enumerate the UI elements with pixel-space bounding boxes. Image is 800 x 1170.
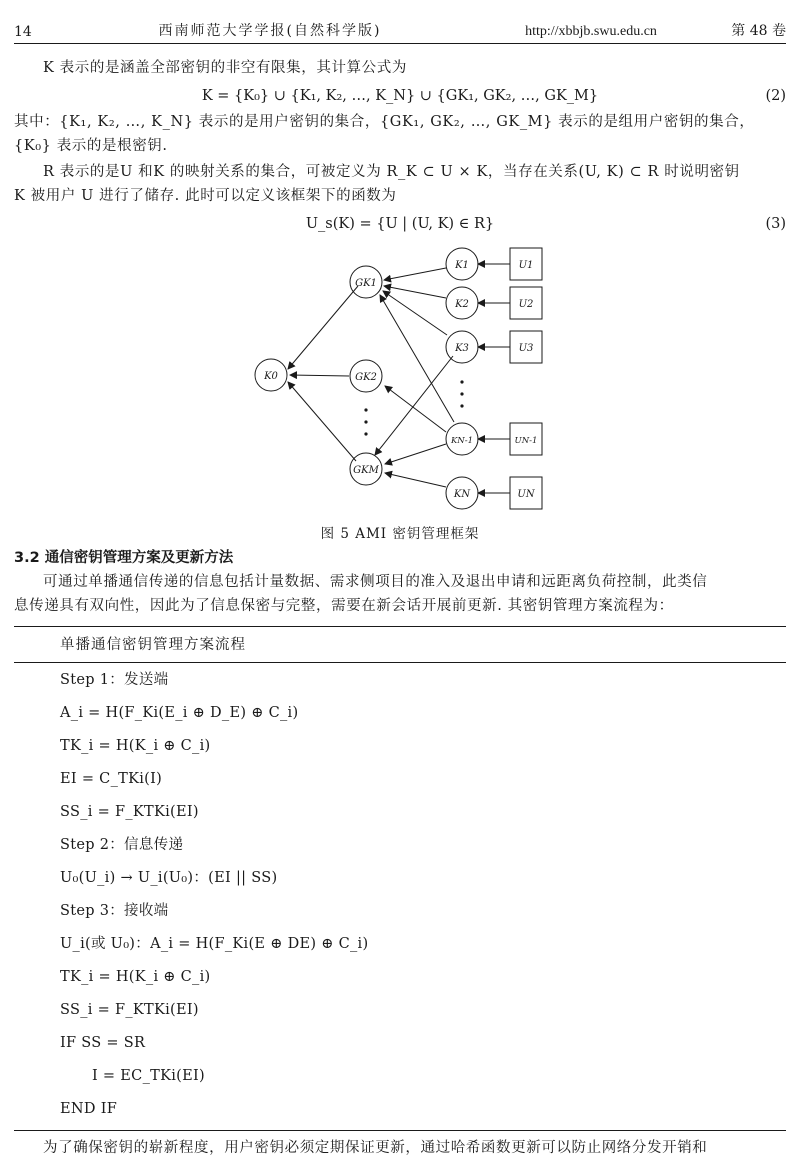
edge-kn-gkm	[385, 473, 446, 487]
equation-2-number: (2)	[765, 88, 786, 104]
algorithm-header-rule	[14, 662, 786, 663]
algorithm-top-rule	[14, 626, 786, 627]
paragraph-2-line-2: {K₀} 表示的是根密钥.	[14, 138, 168, 154]
journal-title: 西南师范大学学报(自然科学版)	[158, 23, 382, 39]
paragraph-5: 为了确保密钥的崭新程度，用户密钥必须定期保证更新，通过哈希函数更新可以防止网络分发开销和	[43, 1140, 708, 1156]
edge-kn1-gkm	[385, 444, 446, 464]
edge-k1-gk1	[384, 268, 446, 280]
label-u2: U2	[518, 299, 534, 310]
paragraph-3-line-1: R 表示的是U 和K 的映射关系的集合，可被定义为 R_K ⊂ U × K，当存在关系(U, K) ⊂ R 时说明密钥	[43, 164, 740, 180]
edge-gkm-k0	[288, 382, 356, 461]
algorithm-title: 单播通信密钥管理方案流程	[60, 637, 246, 653]
algo-line-tki-recv: TK_i = H(K_i ⊕ C_i)	[60, 969, 211, 985]
volume-label: 第 48 卷	[731, 23, 786, 39]
edge-k3-gk1	[383, 291, 447, 335]
header-rule	[14, 43, 786, 44]
running-header	[14, 14, 786, 40]
algo-step-2: Step 2：信息传递	[60, 837, 184, 853]
equation-3: U_s(K) = {U | (U, K) ∈ R}	[305, 216, 495, 232]
label-gk1: GK1	[355, 278, 377, 289]
algo-line-decrypt: I = EC_TKi(EI)	[92, 1068, 205, 1084]
equation-2: K = {K₀} ∪ {K₁, K₂, …, K_N} ∪ {GK₁, GK₂, …, GK_M}	[201, 88, 599, 104]
algo-line-tki-send: TK_i = H(K_i ⊕ C_i)	[60, 738, 211, 754]
algo-line-endif: END IF	[60, 1101, 118, 1117]
algo-line-transfer: U₀(U_i) → U_i(U₀)：(EI || SS)	[60, 870, 278, 886]
label-un1: UN-1	[514, 436, 538, 446]
label-k2: K2	[455, 299, 469, 310]
journal-url: http://xbbjb.swu.edu.cn	[525, 24, 657, 39]
label-kn: KN	[453, 489, 471, 500]
label-un: UN	[517, 489, 535, 500]
label-gkm: GKM	[353, 465, 379, 476]
section-heading: 3.2 通信密钥管理方案及更新方法	[14, 550, 234, 566]
page-number: 14	[14, 24, 32, 40]
paragraph-1: K 表示的是涵盖全部密钥的非空有限集，其计算公式为	[43, 60, 407, 76]
paragraph-2-line-1: 其中：{K₁, K₂, …, K_N} 表示的是用户密钥的集合，{GK₁, GK₂, …, GK_M} 表示的是组用户密钥的集合，	[14, 114, 755, 130]
algo-line-ai-recv: U_i(或 U₀)：A_i = H(F_Ki(E ⊕ DE) ⊕ C_i)	[60, 936, 369, 952]
equation-3-number: (3)	[765, 216, 786, 232]
label-k1: K1	[455, 260, 469, 271]
algo-line-ssi-send: SS_i = F_KTKi(EI)	[60, 804, 199, 820]
algo-line-if: IF SS = SR	[60, 1035, 146, 1051]
algorithm-bottom-rule	[14, 1130, 786, 1131]
algo-line-ssi-recv: SS_i = F_KTKi(EI)	[60, 1002, 199, 1018]
paragraph-4-line-1: 可通过单播通信传递的信息包括计量数据、需求侧项目的准入及退出申请和远距离负荷控制，此类信	[43, 574, 708, 590]
ami-key-framework-diagram	[0, 240, 800, 520]
label-u1: U1	[518, 260, 534, 271]
algo-step-3: Step 3：接收端	[60, 903, 169, 919]
label-k0: K0	[264, 371, 278, 382]
edge-k3-gkm	[375, 356, 453, 455]
algo-step-1: Step 1：发送端	[60, 672, 169, 688]
figure-caption: 图 5 AMI 密钥管理框架	[320, 526, 480, 542]
label-kn1: KN-1	[450, 436, 474, 446]
label-k3: K3	[455, 343, 469, 354]
algo-line-ai-send: A_i = H(F_Ki(E_i ⊕ D_E) ⊕ C_i)	[60, 705, 299, 721]
paragraph-4-line-2: 息传递具有双向性，因此为了信息保密与完整，需要在新会话开展前更新. 其密钥管理方案流程为：	[14, 598, 674, 614]
label-u3: U3	[518, 343, 534, 354]
edge-k2-gk1	[384, 286, 446, 298]
algo-line-ei: EI = C_TKi(I)	[60, 771, 163, 787]
edge-gk2-k0	[290, 375, 349, 376]
label-gk2: GK2	[355, 372, 377, 383]
edge-gk1-k0	[288, 286, 358, 369]
paragraph-3-line-2: K 被用户 U 进行了储存. 此时可以定义该框架下的函数为	[14, 188, 397, 204]
